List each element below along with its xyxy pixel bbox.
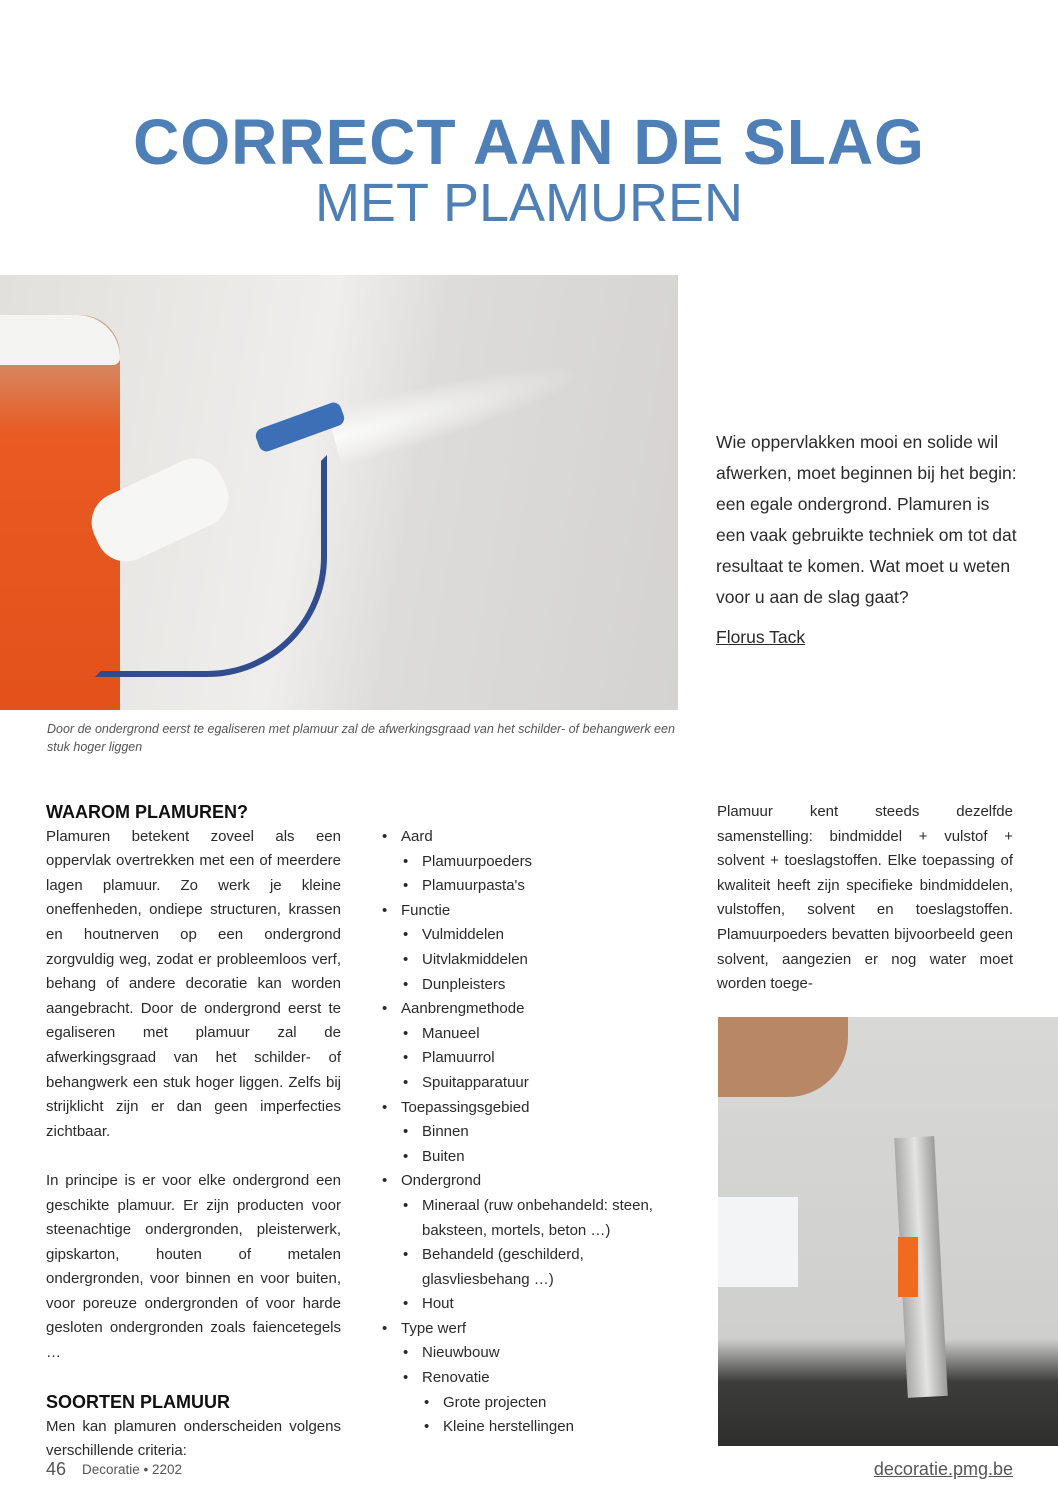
- sub-list-item: [401, 973, 690, 998]
- sub-list-item-label: Dunpleisters: [422, 975, 506, 993]
- sub-list-item-label: Hout: [422, 1295, 454, 1313]
- heading-waarom: WAAROM PLAMUREN?: [46, 802, 248, 822]
- heading-soorten: SOORTEN PLAMUUR: [46, 1392, 230, 1413]
- magazine-issue: Decoratie • 2202: [82, 1462, 183, 1477]
- photo-caption: Door de ondergrond eerst te egaliseren met plamuur zal de afwerkingsgraad van het schilder- of behangwerk een stuk hoger liggen: [47, 722, 675, 754]
- spray-gun: [254, 400, 347, 453]
- sub-list-item: [401, 1292, 690, 1317]
- list-item-label: Functie: [401, 901, 451, 919]
- article-title: CORRECT AAN DE SLAG: [133, 106, 925, 178]
- page-number: 46: [46, 1459, 67, 1479]
- paragraph: Plamuren betekent zoveel als een oppervlak overtrekken met een of meerdere lagen plamuur. Zo werk je kleine oneffenheden, ondiepe structuren, krassen en houtnerven op een ondergrond zorgvuldig weg, zodat er probleemloos verf, behang of andere decoratie kan worden aangebracht. Door de ondergrond eerst te egaliseren met plamuur zal de afwerkingsgraad van het schilder- of behangwerk een stuk hoger liggen. Zelfs bij strijklicht zijn er dan geen imperfecties zichtbaar.: [46, 827, 341, 1140]
- sub-list-item: [401, 1341, 690, 1366]
- criteria-list: [380, 825, 690, 1440]
- sub-list-item: [401, 1046, 690, 1071]
- sub-sub-list-item-label: Kleine herstellingen: [443, 1418, 574, 1436]
- sub-list-item-label: Behandeld (geschilderd, glasvliesbehang …): [422, 1246, 584, 1288]
- list-item: [380, 899, 690, 997]
- trowel-handle: [898, 1237, 918, 1297]
- sub-list-item: [401, 1120, 690, 1145]
- list-item: [380, 997, 690, 1095]
- sub-list-item-label: Vulmiddelen: [422, 926, 504, 944]
- intro-block: [716, 427, 1021, 649]
- worker-head: [718, 1017, 848, 1097]
- sub-list-item: [401, 1194, 690, 1243]
- sub-list-item-label: Nieuwbouw: [422, 1344, 500, 1362]
- sub-list-item-label: Buiten: [422, 1147, 465, 1165]
- spray-hose: [95, 455, 327, 677]
- column-3: Plamuur kent steeds dezelfde samenstelling: bindmiddel + vulstof + solvent + toeslagstoffen. Elke toepassing of kwaliteit heeft zijn specifieke bindmiddelen, vulstoffen, solvent en toeslagstoffen. Plamuurpoeders bevatten bijvoorbeeld geen solvent, aangezien er nog water moet worden toege-: [717, 803, 1013, 993]
- worker-shirt: [718, 1197, 798, 1287]
- article-subtitle: MET PLAMUREN: [314, 173, 744, 233]
- sub-list-item: [401, 1243, 690, 1292]
- sub-sub-list-item: [422, 1391, 690, 1416]
- paragraph: In principe is er voor elke ondergrond een geschikte plamuur. Er zijn producten voor steenachtige ondergronden, pleisterwerk, gipskarton, houten of metalen ondergronden, voor binnen en voor buiten, voor poreuze ondergronden of voor harde gesloten ondergronden zoals faiencetegels …: [46, 1171, 341, 1362]
- sub-list-item-label: Manueel: [422, 1024, 480, 1042]
- list-item-label: Ondergrond: [401, 1172, 482, 1190]
- sub-list-item: [401, 1145, 690, 1170]
- list-item: [380, 1317, 690, 1440]
- sub-list-item-label: Uitvlakmiddelen: [422, 950, 528, 968]
- sub-list-item: [401, 1366, 690, 1440]
- sub-list-item-label: Binnen: [422, 1123, 469, 1141]
- photo-spray-plastering: [0, 275, 678, 710]
- sub-list-item-label: Plamuurpoeders: [422, 852, 533, 870]
- sub-list-item-label: Spuitapparatuur: [422, 1073, 529, 1091]
- list-item-label: Toepassingsgebied: [401, 1098, 530, 1116]
- website-link[interactable]: decoratie.pmg.be: [873, 1459, 1013, 1479]
- sub-list-item-label: Renovatie: [422, 1369, 490, 1387]
- photo-trowel-plastering: [718, 1017, 1058, 1446]
- helmet: [0, 315, 120, 365]
- list-item: [380, 1096, 690, 1170]
- list-item-label: Aard: [401, 828, 433, 845]
- sub-sub-list-item: [422, 1415, 690, 1440]
- sub-list-item: [401, 850, 690, 875]
- sub-sub-list-item-label: Grote projecten: [443, 1393, 547, 1411]
- sub-list-item: [401, 1022, 690, 1047]
- list-item-label: Type werf: [401, 1319, 467, 1337]
- spray-mist: [327, 342, 594, 467]
- sub-list-item-label: Plamuurrol: [422, 1049, 495, 1067]
- sub-list-item: [401, 874, 690, 899]
- list-item: [380, 1169, 690, 1317]
- list-item-label: Aanbrengmethode: [401, 1000, 525, 1018]
- sub-list-item: [401, 923, 690, 948]
- sub-list-item: [401, 948, 690, 973]
- sub-list-item-label: Mineraal (ruw onbehandeld: steen, baksteen, mortels, beton …): [422, 1196, 653, 1239]
- list-item: [380, 825, 690, 899]
- paragraph: Men kan plamuren onderscheiden volgens verschillende criteria:: [46, 1417, 341, 1460]
- author-link[interactable]: Florus Tack: [716, 627, 806, 647]
- column-1: [46, 800, 341, 1489]
- sub-list-item-label: Plamuurpasta's: [422, 877, 525, 895]
- sub-list-item: [401, 1071, 690, 1096]
- intro-text: Wie oppervlakken mooi en solide wil afwerken, moet beginnen bij het begin: een egale ondergrond. Plamuren is een vaak gebruikte techniek om tot dat resultaat te komen. Wat moet u weten voor u aan de slag gaat?: [716, 432, 1017, 607]
